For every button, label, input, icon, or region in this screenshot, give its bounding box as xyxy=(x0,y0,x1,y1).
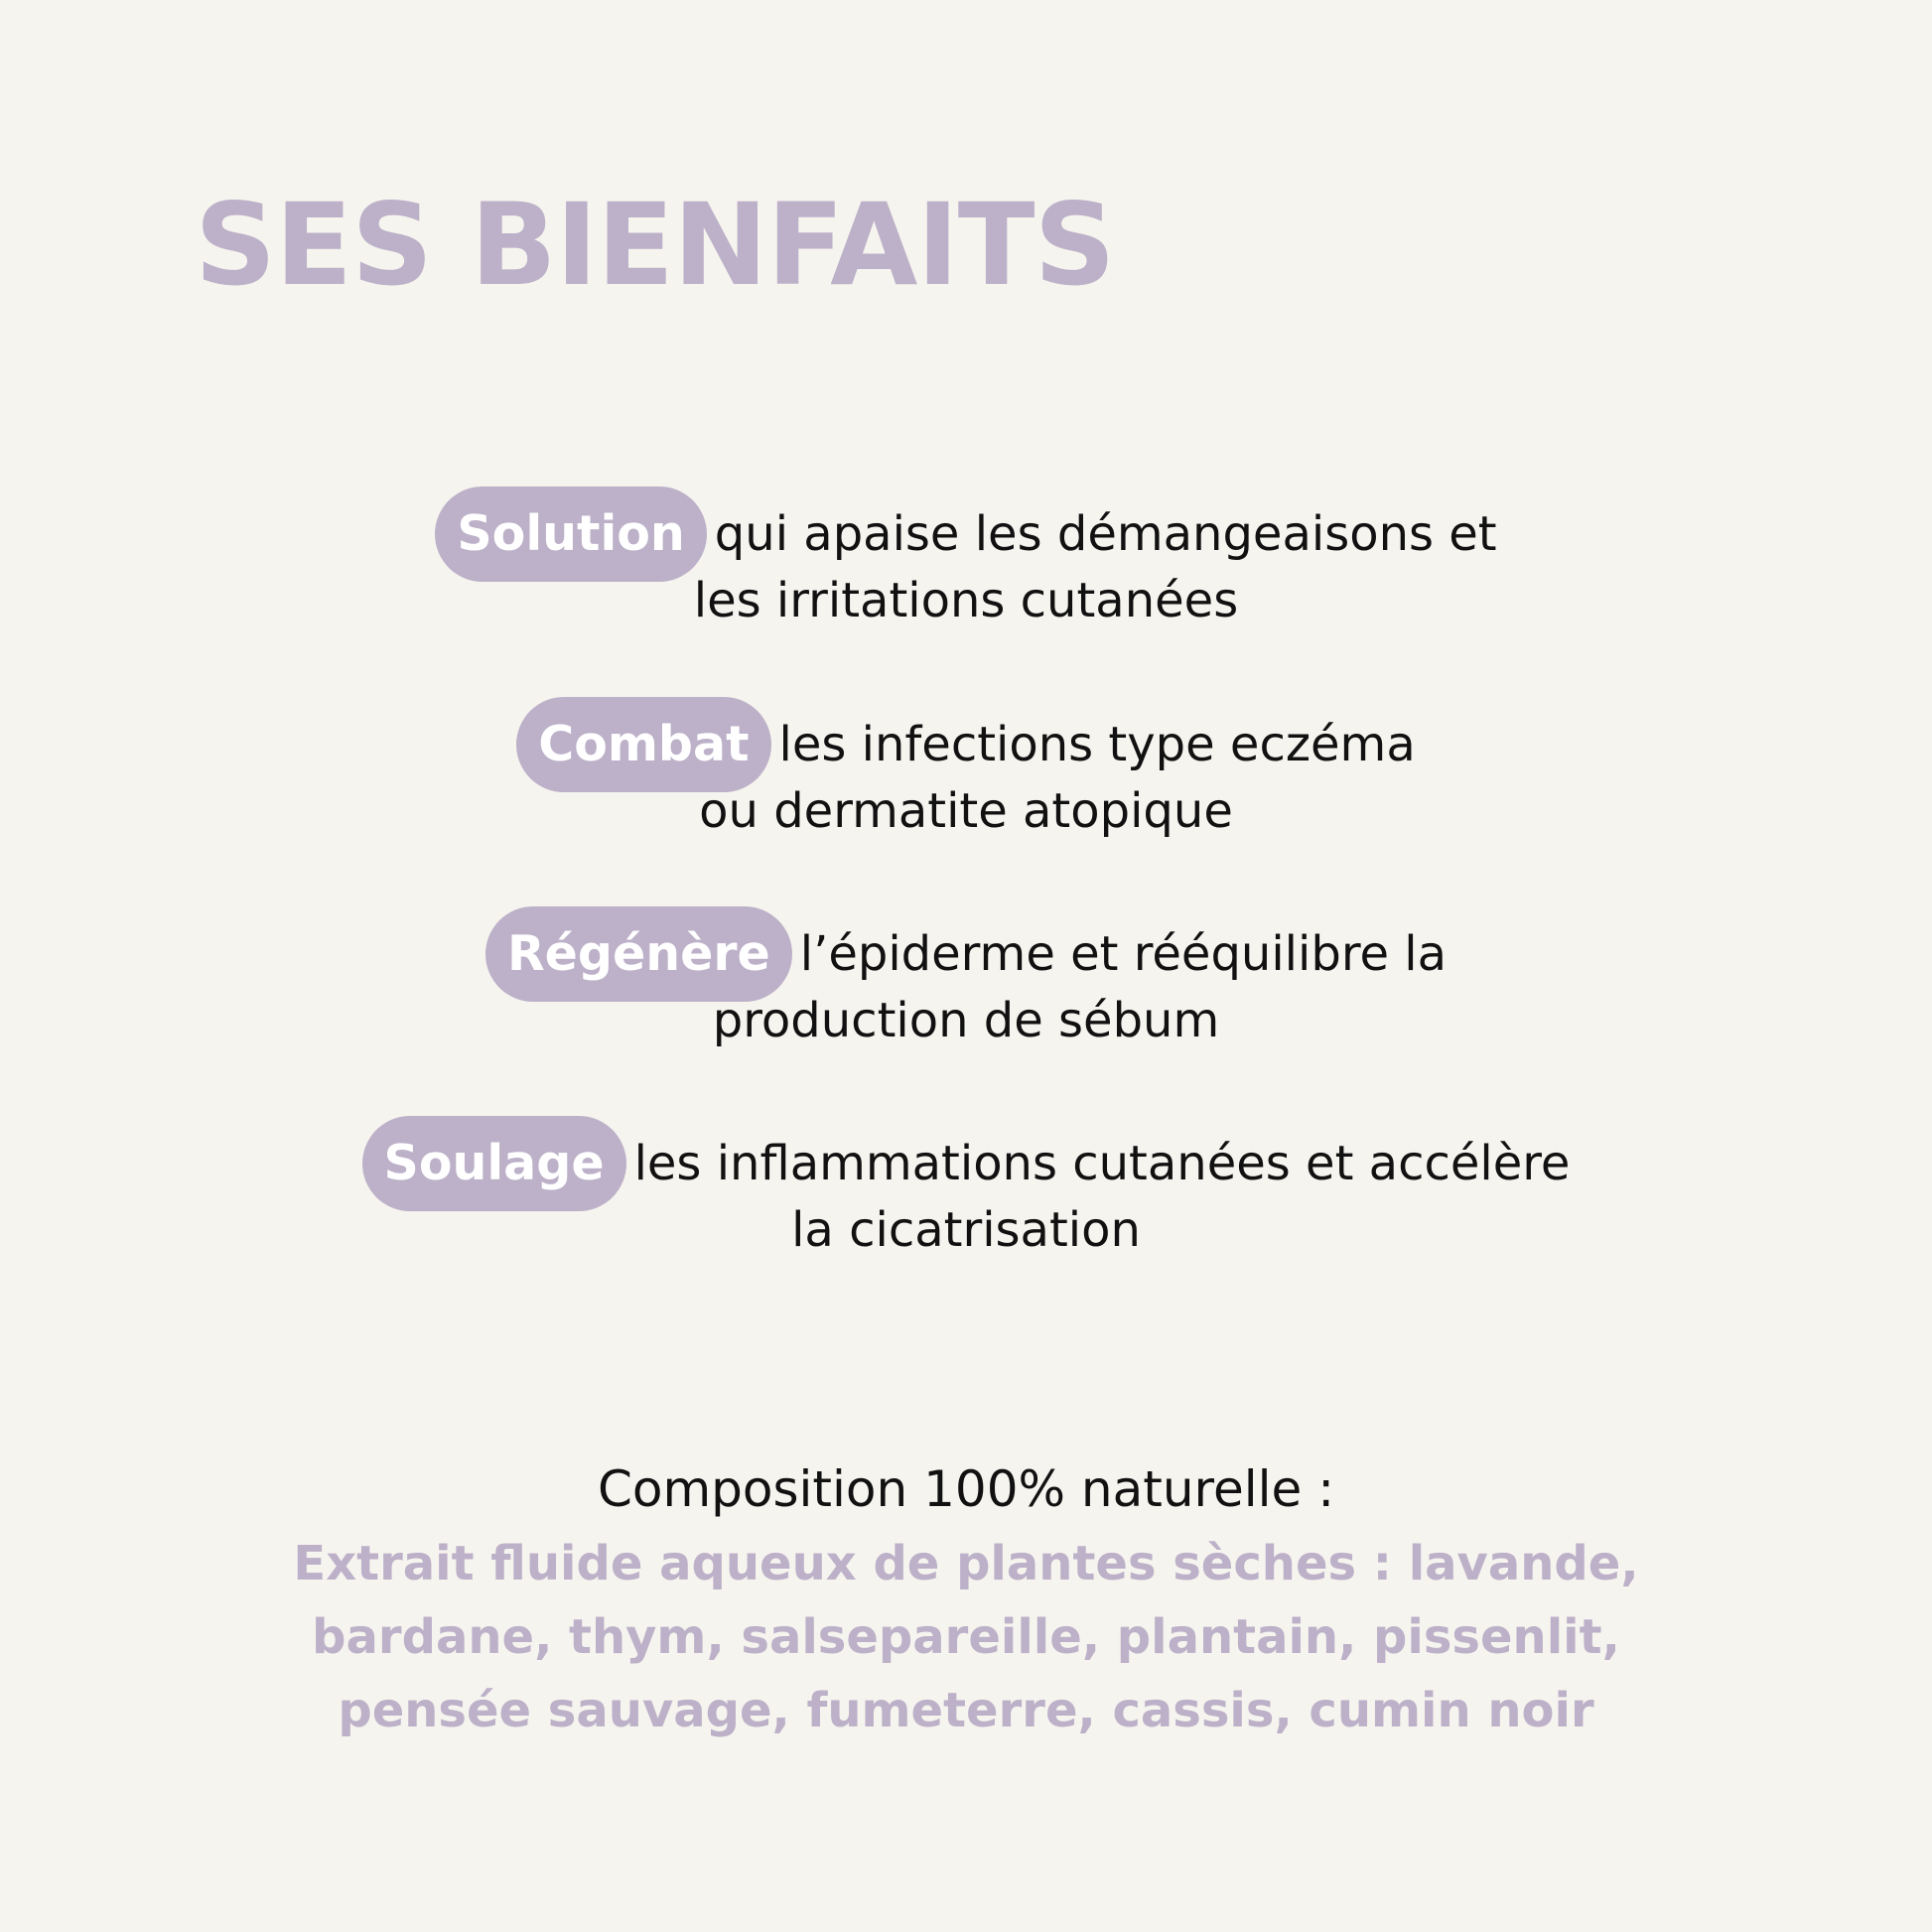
ingredients-line: bardane, thym, salsepareille, plantain, pissenlit, xyxy=(312,1609,1620,1665)
benefit-text: les infections type eczéma xyxy=(778,717,1416,772)
benefit-combat xyxy=(0,697,1932,840)
benefit-solution xyxy=(0,486,1932,629)
composition-ingredients xyxy=(0,1527,1932,1747)
benefit-text: l’épiderme et rééquilibre la xyxy=(799,926,1448,982)
benefit-soulage xyxy=(0,1116,1932,1259)
benefit-badge: Soulage xyxy=(362,1116,626,1211)
benefit-badge: Solution xyxy=(435,486,706,582)
benefit-badge: Régénère xyxy=(485,906,792,1002)
benefit-text-continued: la cicatrisation xyxy=(791,1202,1141,1258)
benefit-text: les inflammations cutanées et accélère xyxy=(633,1136,1571,1191)
benefit-text-continued: ou dermatite atopique xyxy=(699,783,1233,839)
benefit-first-line xyxy=(485,906,1447,1002)
benefit-text: qui apaise les démangeaisons et xyxy=(714,506,1497,562)
ingredients-line: pensée sauvage, fumeterre, cassis, cumin noir xyxy=(338,1683,1594,1738)
benefit-text-continued: production de sébum xyxy=(712,993,1220,1048)
benefit-first-line xyxy=(362,1116,1571,1211)
composition-label: Composition 100% naturelle : xyxy=(597,1460,1335,1518)
benefit-first-line xyxy=(435,486,1496,582)
benefit-text-continued: les irritations cutanées xyxy=(693,573,1239,628)
benefit-badge: Combat xyxy=(516,697,770,792)
ingredients-line: Extrait fluide aqueux de plantes sèches : lavande, xyxy=(293,1536,1639,1591)
benefit-first-line xyxy=(516,697,1415,792)
benefit-regenere xyxy=(0,906,1932,1049)
page-title: SES BIENFAITS xyxy=(195,179,1115,311)
